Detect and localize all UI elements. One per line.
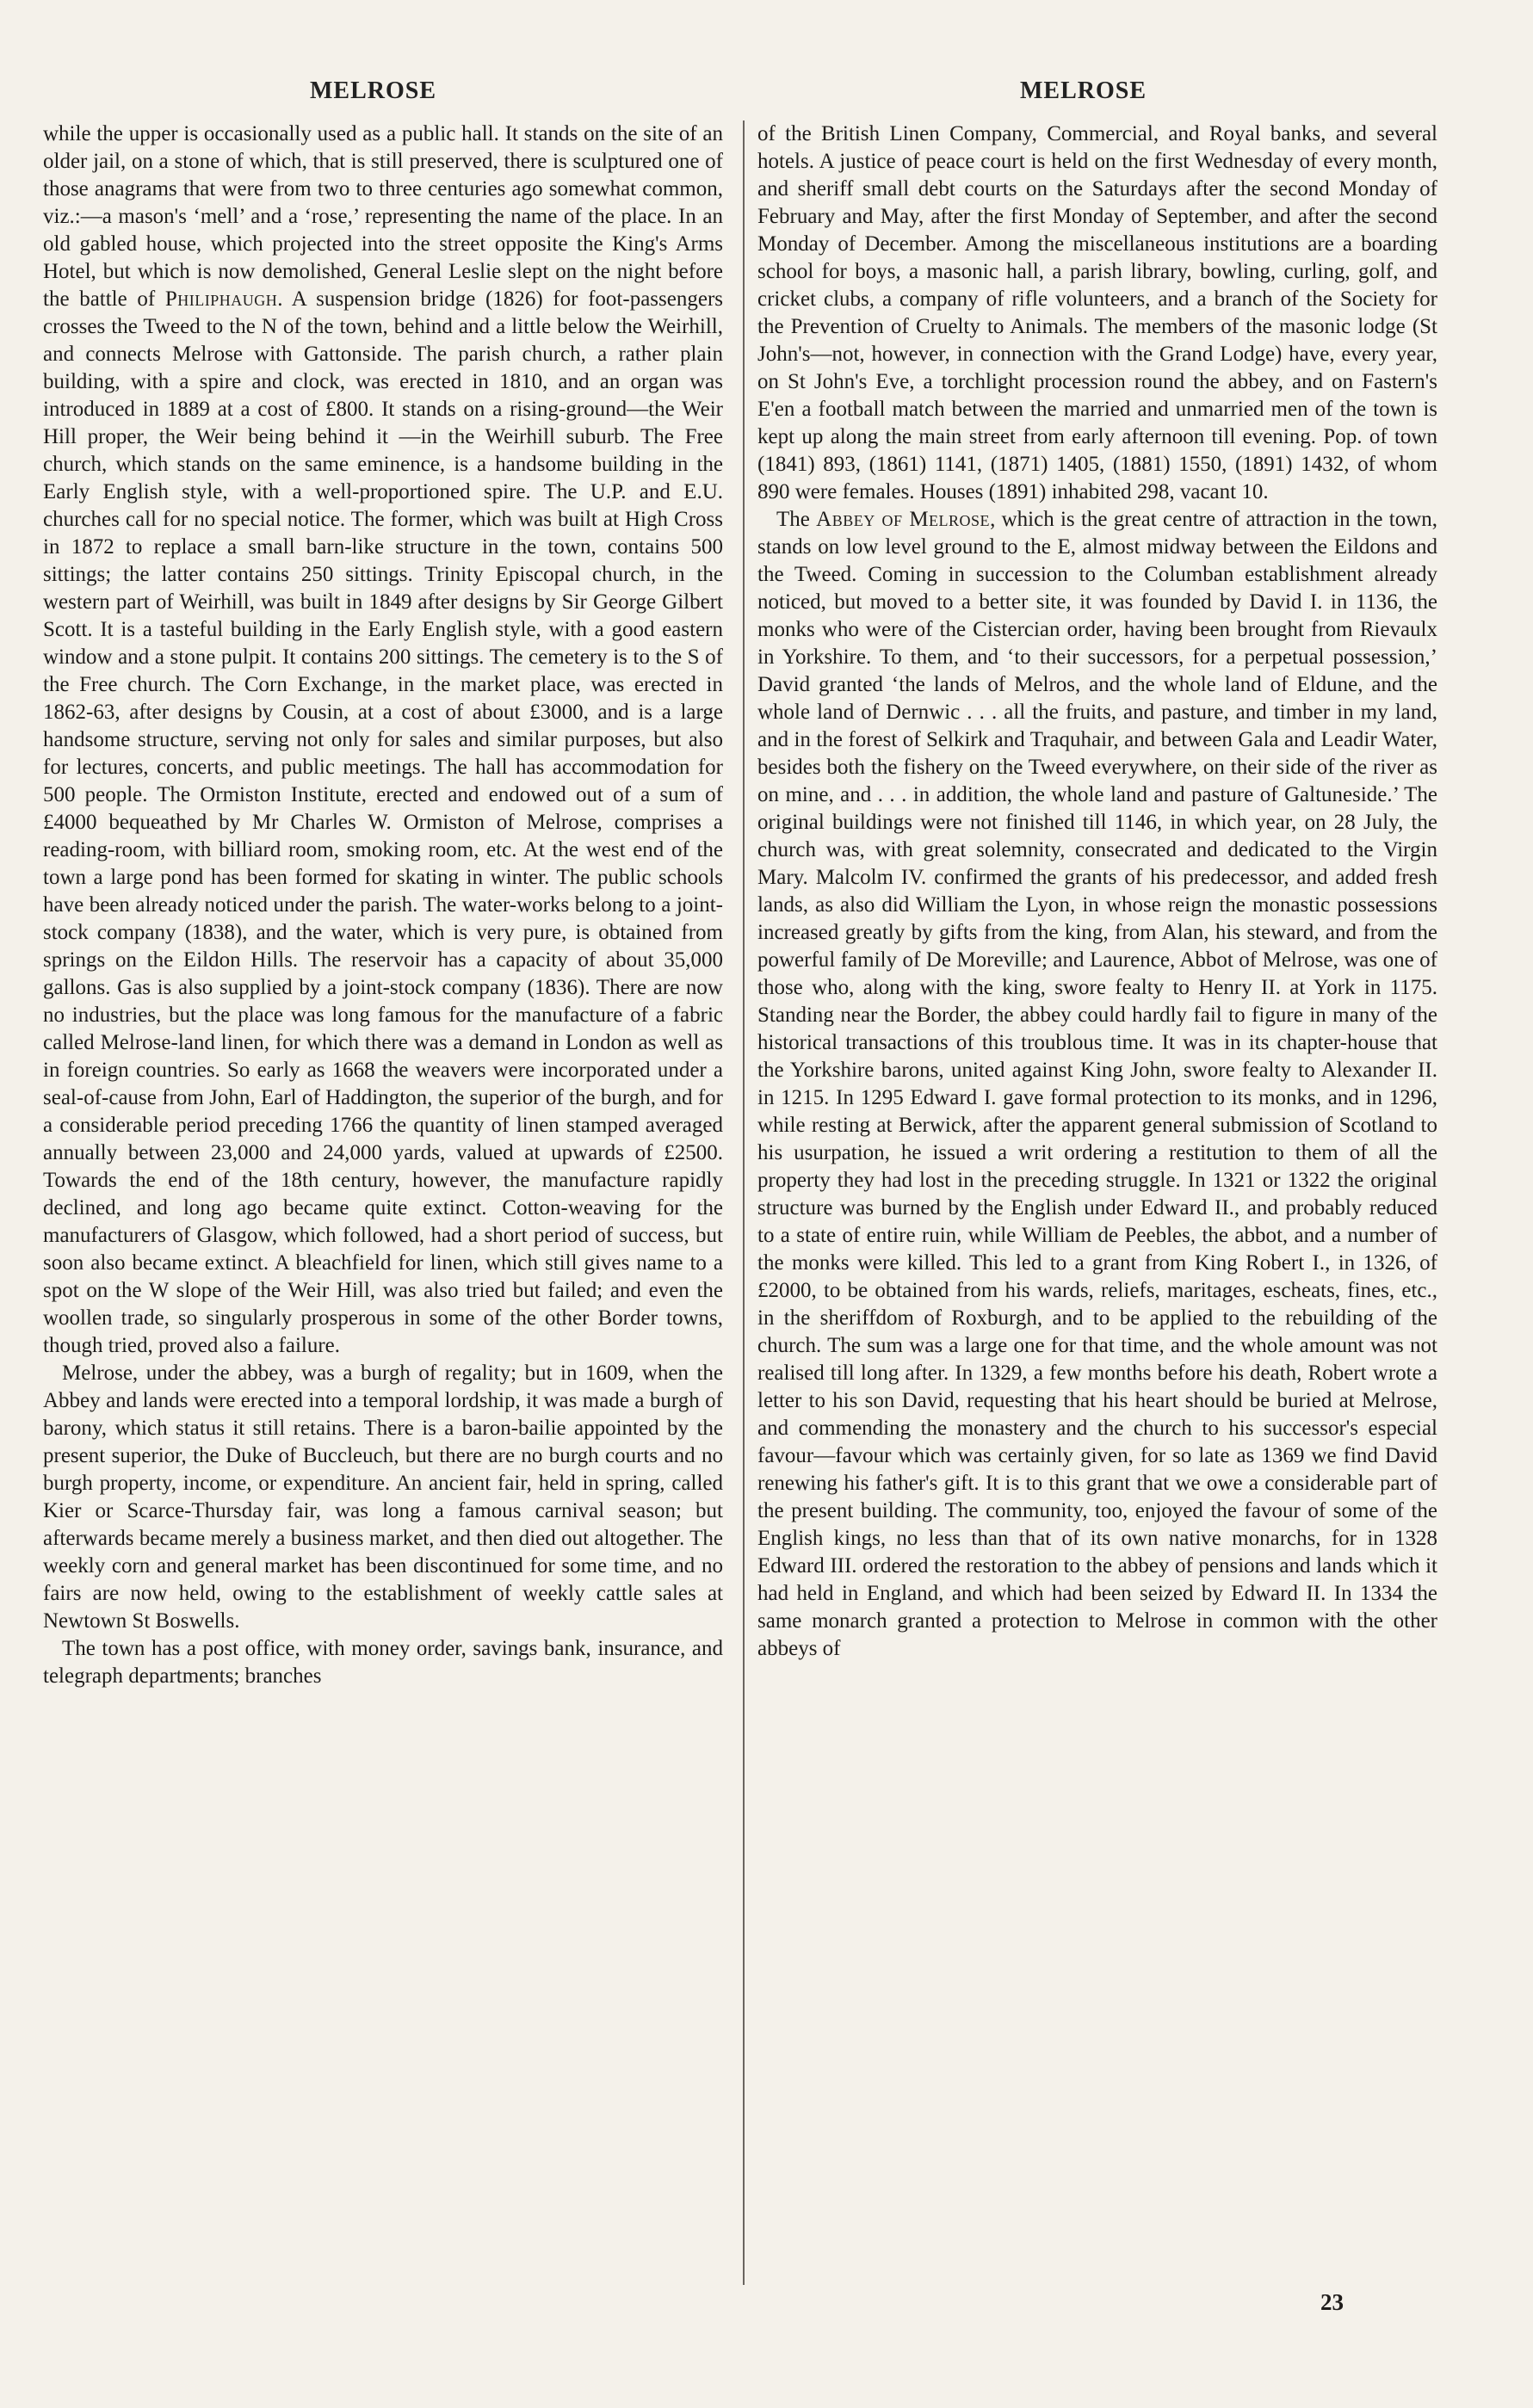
paragraph-text: The	[776, 508, 817, 531]
paragraph	[757, 506, 1437, 1663]
right-column	[757, 120, 1437, 2272]
running-head-left: MELROSE	[310, 77, 437, 104]
paragraph-text: . A suspension bridge (1826) for foot-passengers crosses the Tweed to the N of the town, behind and a little below the Weirhill, and connects Melrose with Gattonside. The parish church, a rather plain building, with a spire and clock, was erected in 1810, and an organ was introduced in 1889 at a cost of £800. It stands on a rising-ground—the Weir Hill proper, the Weir being behind it —in the Weirhill suburb. The Free church, which stands on the same eminence, is a handsome building in the Early English style, with a well-proportioned spire. The U.P. and E.U. churches call for no special notice. The former, which was built at High Cross in 1872 to replace a small barn-like structure in the town, contains 500 sittings; the latter contains 250 sittings. Trinity Episcopal church, in the western part of Weirhill, was built in 1849 after designs by Sir George Gilbert Scott. It is a tasteful building in the Early English style, with a good eastern window and a stone pulpit. It contains 200 sittings. The cemetery is to the S of the Free church. The Corn Exchange, in the market place, was erected in 1862-63, after designs by Cousin, at a cost of about £3000, and is a large handsome structure, serving not only for sales and similar purposes, but also for lectures, concerts, and public meetings. The hall has accommodation for 500 people. The Ormiston Institute, erected and endowed out of a sum of £4000 bequeathed by Mr Charles W. Ormiston of Melrose, comprises a reading-room, with billiard room, smoking room, etc. At the west end of the town a large pond has been formed for skating in winter. The public schools have been already noticed under the parish. The water-works belong to a joint-stock company (1838), and the water, which is very pure, is obtained from springs on the Eildon Hills. The reservoir has a capacity of about 35,000 gallons. Gas is also supplied by a joint-stock company (1836). There are now no industries, but the place was long famous for the manufacture of a fabric called Melrose-land linen, for which there was a demand in London as well as in foreign countries. So early as 1668 the weavers were incorporated under a seal-of-cause from John, Earl of Haddington, the superior of the burgh, and for a considerable period preceding 1766 the quantity of linen stamped averaged annually between 23,000 and 24,000 yards, valued at upwards of £2500. Towards the end of the 18th century, however, the manufacture rapidly declined, and long ago became quite extinct. Cotton-weaving for the manufacturers of Glasgow, which followed, had a short period of success, but soon also became extinct. A bleachfield for linen, which still gives name to a spot on the W slope of the Weir Hill, was also tried but failed; and even the woollen trade, so singularly prosperous in some of the other Border towns, though tried, proved also a failure.	[43, 287, 723, 1357]
paragraph: The town has a post office, with money order, savings bank, insurance, and telegraph departments; branches	[43, 1637, 723, 1688]
small-caps-reference: Philiphaugh	[164, 287, 278, 311]
paragraph-text: , which is the great centre of attraction in the town, stands on low level ground to the E, almost midway between the Eildons and the Tweed. Coming in succession to the Columban establishment already noticed, but moved to a better site, it was founded by David I. in 1136, the monks who were of the Cistercian order, having been brought from Rievaulx in Yorkshire. To them, and ‘to their successors, for a perpetual possession,’ David granted ‘the lands of Melros, and the whole land of Eldune, and the whole land of Dernwic . . . all the fruits, and pasture, and timber in my land, and in the forest of Selkirk and Traquhair, and between Gala and Leadir Water, besides both the fishery on the Tweed everywhere, on their side of the river as on mine, and . . . in addition, the whole land and pasture of Galtuneside.’ The original buildings were not finished till 1146, in which year, on 28 July, the church was, with great solemnity, consecrated and dedicated to the Virgin Mary. Malcolm IV. confirmed the grants of his predecessor, and added fresh lands, as also did William the Lyon, in whose reign the monastic possessions increased greatly by gifts from the king, from Alan, his steward, and from the powerful family of De Moreville; and Laurence, Abbot of Melrose, was one of those who, along with the king, swore fealty to Henry II. at York in 1175. Standing near the Border, the abbey could hardly fail to figure in many of the historical transactions of this troublous time. It was in its chapter-house that the Yorkshire barons, united against King John, swore fealty to Alexander II. in 1215. In 1295 Edward I. gave formal protection to its monks, and in 1296, while resting at Berwick, after the apparent general submission of Scotland to his usurpation, he issued a writ ordering a restitution to them of all the property they had lost in the preceding struggle. In 1321 or 1322 the original structure was burned by the English under Edward II., and probably reduced to a state of entire ruin, while William de Peebles, the abbot, and a number of the monks were killed. This led to a grant from King Robert I., in 1326, of £2000, to be obtained from his wards, reliefs, maritages, escheats, fines, etc., in the sheriffdom of Roxburgh, and to be applied to the rebuilding of the church. The sum was a large one for that time, and the whole amount was not realised till long after. In 1329, a few months before his death, Robert wrote a letter to his son David, requesting that his heart should be buried at Melrose, and commending the monastery and the church to his successor's especial favour—favour which was certainly given, for so late as 1369 we find David renewing his father's gift. It is to this grant that we owe a considerable part of the present building. The community, too, enjoyed the favour of some of the English kings, no less than that of its own native monarchs, for in 1328 Edward III. ordered the restoration to the abbey of pensions and lands which it had held in England, and which had been seized by Edward II. In 1334 the same monarch granted a protection to Melrose in common with the other abbeys of	[757, 508, 1437, 1660]
column-divider	[743, 120, 745, 2285]
paragraph-text: while the upper is occasionally used as a public hall. It stands on the site of an older jail, on a stone of which, that is still preserved, there is sculptured one of those anagrams that were from two to three centuries ago somewhat common, viz.:—a mason's ‘mell’ and a ‘rose,’ representing the name of the place. In an old gabled house, which projected into the street opposite the King's Arms Hotel, but which is now demolished, General Leslie slept on the night before the battle of	[43, 122, 723, 311]
small-caps-heading: Abbey of Melrose	[816, 508, 991, 531]
paragraph	[43, 120, 723, 1360]
running-head-right: MELROSE	[1020, 77, 1147, 104]
page-number: 23	[1320, 2289, 1344, 2315]
left-column	[43, 120, 723, 2272]
paragraph: of the British Linen Company, Commercial, and Royal banks, and several hotels. A justice of peace court is held on the first Wednesday of every month, and sheriff small debt courts on the Saturdays after the second Monday of February and May, after the first Monday of September, and after the second Monday of December. Among the miscellaneous institutions are a boarding school for boys, a masonic hall, a parish library, bowling, curling, golf, and cricket clubs, a company of rifle volunteers, and a branch of the Society for the Prevention of Cruelty to Animals. The members of the masonic lodge (St John's—not, however, in connection with the Grand Lodge) have, every year, on St John's Eve, a torchlight procession round the abbey, and on Fastern's E'en a football match between the married and unmarried men of the town is kept up along the main street from early afternoon till evening. Pop. of town (1841) 893, (1861) 1141, (1871) 1405, (1881) 1550, (1891) 1432, of whom 890 were females. Houses (1891) inhabited 298, vacant 10.	[757, 122, 1437, 503]
paragraph: Melrose, under the abbey, was a burgh of regality; but in 1609, when the Abbey and lands were erected into a temporal lordship, it was made a burgh of barony, which status it still retains. There is a baron-bailie appointed by the present superior, the Duke of Buccleuch, but there are no burgh courts and no burgh property, income, or expenditure. An ancient fair, held in spring, called Kier or Scarce-Thursday fair, was long a famous carnival season; but afterwards became merely a business market, and then died out altogether. The weekly corn and general market has been discontinued for some time, and no fairs are now held, owing to the establishment of weekly cattle sales at Newtown St Boswells.	[43, 1361, 723, 1633]
